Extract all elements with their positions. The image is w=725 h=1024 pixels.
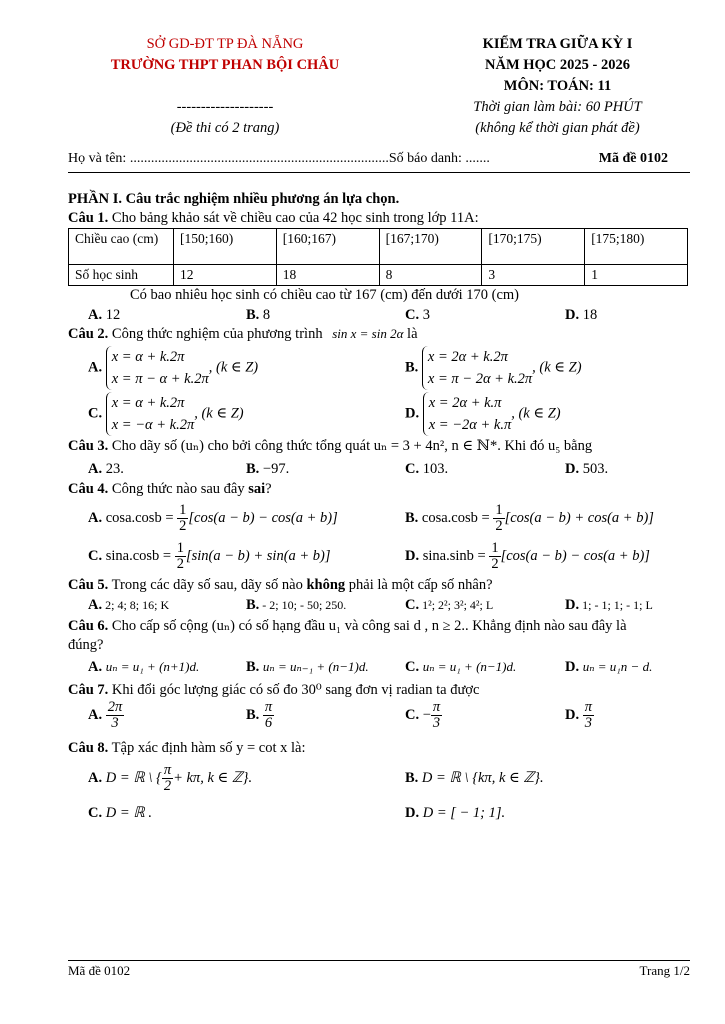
- question-1-text: Cho bảng khảo sát về chiều cao của 42 học sinh trong lớp 11A:: [111, 210, 479, 226]
- q3-option-d[interactable]: D. 503.: [565, 461, 609, 477]
- table-cell: 8: [379, 265, 482, 286]
- q6-option-b[interactable]: B. uₙ = uₙ₋₁ + (n−1)d.: [246, 659, 369, 675]
- table-header-height: Chiều cao (cm): [69, 229, 174, 265]
- section-title: PHẦN I. Câu trắc nghiệm nhiều phương án lựa chọn.: [68, 191, 400, 207]
- q2-option-b[interactable]: B. x = 2α + k.2π x = π − 2α + k.2π , (k ∈ Z): [405, 346, 582, 390]
- q5-option-a[interactable]: A. 2; 4; 8; 16; K: [88, 597, 170, 613]
- q1-option-d[interactable]: D. 18: [565, 307, 598, 323]
- q3-option-a[interactable]: A. 23.: [88, 461, 124, 477]
- table-cell: [170;175): [482, 229, 585, 265]
- q5-option-c[interactable]: C. 1²; 2²; 3²; 4²; L: [405, 597, 494, 613]
- table-cell: 18: [276, 265, 379, 286]
- table-cell: [160;167): [276, 229, 379, 265]
- q1-option-a[interactable]: A. 12: [88, 307, 121, 323]
- student-id-label: Số báo danh: .......: [388, 151, 490, 166]
- q2-option-a[interactable]: A. x = α + k.2π x = π − α + k.2π , (k ∈ Z): [88, 346, 258, 390]
- height-table: [68, 228, 688, 286]
- exam-title: KIỂM TRA GIỮA KỲ I: [482, 36, 633, 52]
- duration: Thời gian làm bài: 60 PHÚT: [473, 99, 642, 115]
- question-8: Câu 8. Tập xác định hàm số y = cot x là:: [68, 740, 306, 756]
- q3-option-b[interactable]: B. −97.: [246, 461, 290, 477]
- question-3: Câu 3. Cho dãy số (uₙ) cho bởi công thức tổng quát uₙ = 3 + 4n², n ∈ ℕ*. Khi đó u₅ bằng: [68, 438, 593, 454]
- question-6-cont: đúng?: [68, 637, 104, 653]
- q6-option-c[interactable]: C. uₙ = u₁ + (n−1)d.: [405, 659, 517, 675]
- q7-option-a[interactable]: A. $\frac{2\pi}{3}$: [88, 699, 123, 731]
- q7-option-c[interactable]: C. − $\frac{\pi}{3}$: [405, 699, 441, 731]
- q8-option-d[interactable]: D. D = [ − 1; 1].: [405, 805, 506, 821]
- table-cell: 1: [585, 265, 688, 286]
- student-name-label: Họ và tên: ..........................................................................: [68, 151, 389, 166]
- q8-option-c[interactable]: C. D = ℝ .: [88, 805, 152, 821]
- q5-option-d[interactable]: D. 1; - 1; 1; - 1; L: [565, 597, 653, 613]
- q1-option-c[interactable]: C. 3: [405, 307, 430, 323]
- table-cell: [175;180): [585, 229, 688, 265]
- pages-note: (Đề thi có 2 trang): [170, 120, 280, 136]
- q7-option-b[interactable]: B. $\frac{\pi}{6}$: [246, 699, 273, 731]
- header-right: [410, 34, 705, 139]
- question-4: Câu 4. Công thức nào sau đây sai?: [68, 481, 272, 497]
- q4-option-b[interactable]: B. cosa.cosb = $\frac{1}{2}$ [cos(a − b) + cos(a + b)]: [405, 502, 654, 534]
- school-name: TRƯỜNG THPT PHAN BỘI CHÂU: [110, 57, 340, 73]
- q4-option-a[interactable]: A. cosa.cosb = $\frac{1}{2}$ [cos(a − b) − cos(a + b)]: [88, 502, 338, 534]
- question-1-label: Câu 1.: [68, 210, 109, 226]
- q4-option-c[interactable]: C. sina.cosb = $\frac{1}{2}$ [sin(a − b) + sin(a + b)]: [88, 540, 331, 572]
- table-header-count: Số học sinh: [69, 265, 174, 286]
- footer-exam-code: Mã đề 0102: [68, 963, 131, 978]
- subject: MÔN: TOÁN: 11: [503, 78, 612, 94]
- question-1-prompt: Có bao nhiêu học sinh có chiều cao từ 167 (cm) đến dưới 170 (cm): [130, 287, 520, 303]
- table-cell: 3: [482, 265, 585, 286]
- question-1: [68, 210, 688, 227]
- q6-option-a[interactable]: A. uₙ = u₁ + (n+1)d.: [88, 659, 200, 675]
- header-left: [40, 34, 410, 139]
- footer-divider: [68, 960, 690, 961]
- q2-option-c[interactable]: C. x = α + k.2π x = −α + k.2π , (k ∈ Z): [88, 392, 244, 436]
- question-2-equation: sin x = sin 2α: [332, 326, 404, 341]
- q2-option-d[interactable]: D. x = 2α + k.π x = −2α + k.π , (k ∈ Z): [405, 392, 561, 436]
- header-divider: [68, 172, 690, 173]
- table-cell: [150;160): [174, 229, 277, 265]
- q8-option-b[interactable]: B. D = ℝ \ {kπ, k ∈ ℤ}.: [405, 770, 544, 786]
- q6-option-d[interactable]: D. uₙ = u₁n − d.: [565, 659, 653, 675]
- q1-option-b[interactable]: B. 8: [246, 307, 271, 323]
- question-7: Câu 7. Khi đổi góc lượng giác có số đo 30⁰ sang đơn vị radian ta được: [68, 682, 480, 698]
- q4-option-d[interactable]: D. sina.sinb = $\frac{1}{2}$ [cos(a − b) − cos(a + b)]: [405, 540, 650, 572]
- question-2: Câu 2. Công thức nghiệm của phương trình sin x = sin 2α là: [68, 326, 418, 342]
- q3-option-c[interactable]: C. 103.: [405, 461, 449, 477]
- student-info-line: [68, 151, 690, 167]
- footer-page-number: Trang 1/2: [639, 963, 690, 978]
- school-year: NĂM HỌC 2025 - 2026: [485, 57, 630, 73]
- question-6: Câu 6. Cho cấp số cộng (uₙ) có số hạng đầu u₁ và công sai d , n ≥ 2.. Khẳng định nào sau đây là: [68, 618, 627, 634]
- table-cell: [167;170): [379, 229, 482, 265]
- duration-note: (không kể thời gian phát đề): [475, 120, 640, 136]
- exam-code: Mã đề 0102: [598, 151, 668, 166]
- q5-option-b[interactable]: B. - 2; 10; - 50; 250.: [246, 597, 347, 613]
- question-5: Câu 5. Trong các dãy số sau, dãy số nào không phải là một cấp số nhân?: [68, 577, 493, 593]
- q8-option-a[interactable]: A. D = ℝ \ { $\frac{\pi}{2}$ + kπ, k ∈ ℤ}.: [88, 762, 253, 794]
- header-dashes: --------------------: [176, 99, 274, 115]
- department-name: SỞ GD-ĐT TP ĐÀ NẴNG: [146, 36, 304, 52]
- table-cell: 12: [174, 265, 277, 286]
- q7-option-d[interactable]: D. $\frac{\pi}{3}$: [565, 699, 592, 731]
